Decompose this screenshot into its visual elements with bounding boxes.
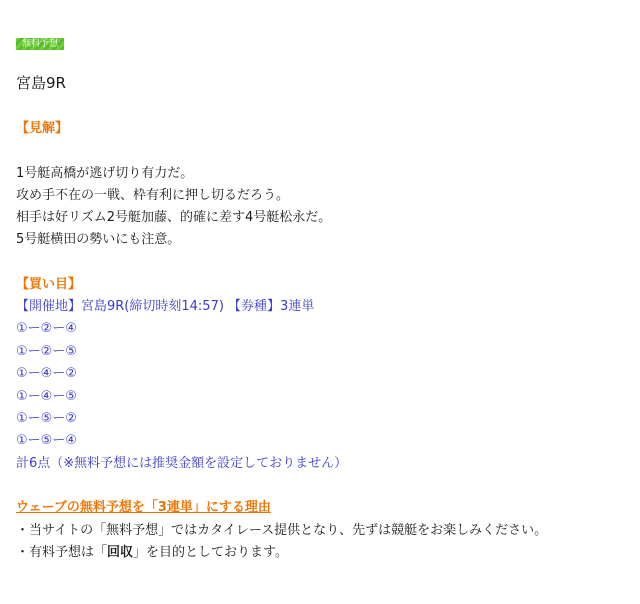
- ticket-combo: ①ー②ー⑤: [16, 344, 77, 359]
- analysis-line: 5号艇横田の勢いにも注意。: [16, 232, 181, 247]
- ticket-combo: ①ー②ー④: [16, 321, 77, 336]
- note-emphasis: 回収: [107, 545, 134, 560]
- ticket-combo: ①ー④ー⑤: [16, 389, 77, 404]
- ticket-combo: ①ー④ー②: [16, 366, 77, 381]
- analysis-heading: 【見解】: [16, 121, 69, 136]
- analysis-line: 相手は好リズム2号艇加藤、的確に差す4号艇松永だ。: [16, 210, 332, 225]
- note-line: ・当サイトの「無料予想」ではカタイレース提供となり、先ずは競艇をお楽しみください。: [16, 523, 548, 538]
- ticket-combo: ①ー⑤ー②: [16, 411, 77, 426]
- race-info: 【開催地】宮島9R(締切時刻14:57) 【券種】3連単: [16, 299, 315, 314]
- tickets-heading: 【買い目】: [16, 277, 82, 292]
- ticket-combo: ①ー⑤ー④: [16, 433, 77, 448]
- race-title: 宮島9R: [16, 74, 66, 92]
- note-text: ・有料予想は「: [16, 545, 108, 560]
- analysis-line: 1号艇高橋が逃げ切り有力だ。: [16, 166, 194, 181]
- free-prediction-badge: 無料予想: [16, 38, 64, 50]
- reason-link[interactable]: ウェーブの無料予想を「3連単」にする理由: [16, 500, 271, 515]
- analysis-line: 攻め手不在の一戦、枠有利に押し切るだろう。: [16, 188, 290, 203]
- note-line: [16, 545, 288, 561]
- ticket-total: 計6点（※無料予想には推奨金額を設定しておりません）: [16, 456, 348, 471]
- note-text: 」を目的としております。: [133, 545, 288, 560]
